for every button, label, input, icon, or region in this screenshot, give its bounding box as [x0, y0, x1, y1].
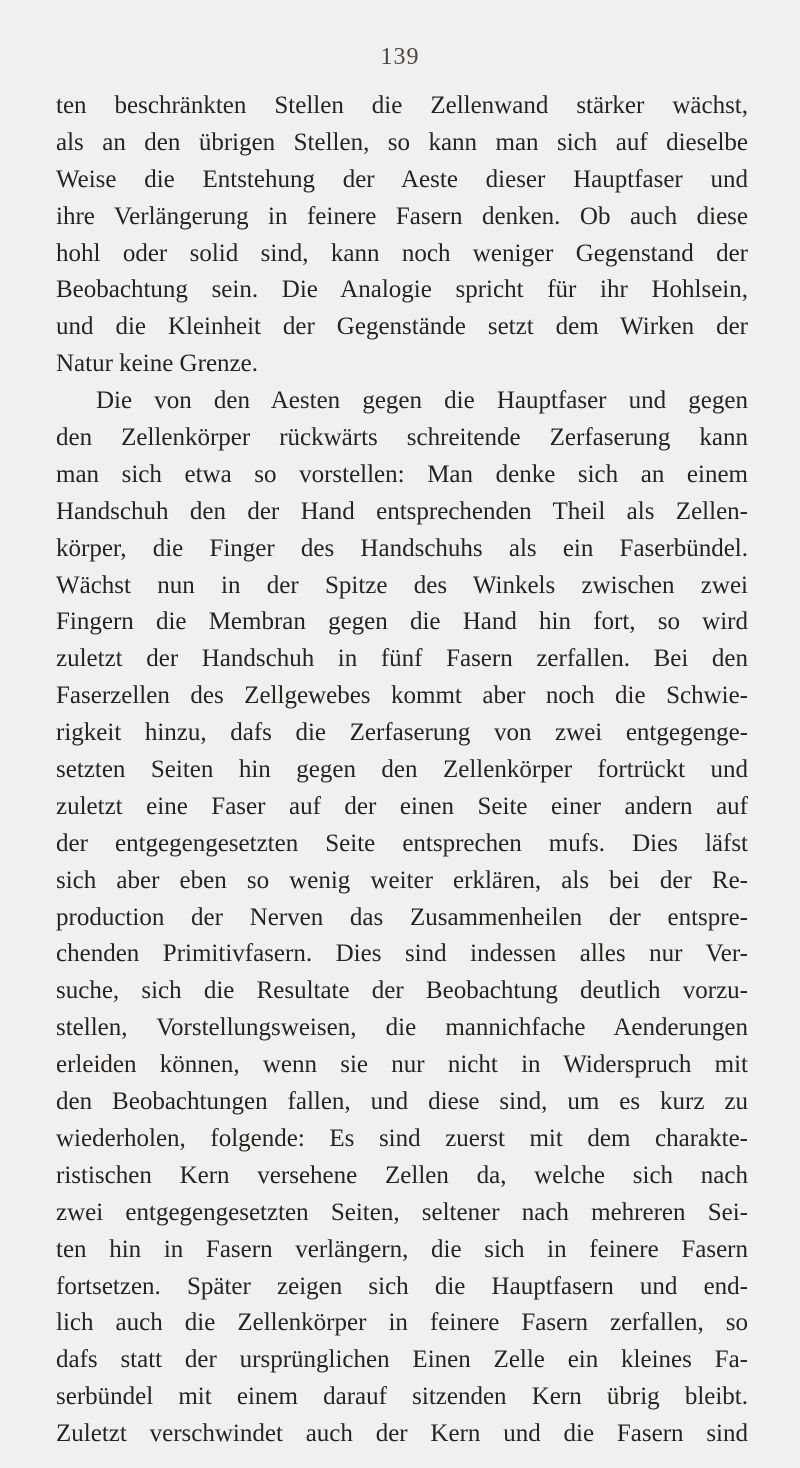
text-line: zwei entgegengesetzten Seiten, seltener nach mehreren Sei- [56, 1198, 748, 1226]
text-line: wiederholen, folgende: Es sind zuerst mit dem charakte- [56, 1124, 748, 1152]
text-line: und die Kleinheit der Gegenstände setzt dem Wirken der [56, 313, 748, 341]
text-line: ihre Verlängerung in feinere Fasern denken. Ob auch diese [56, 202, 748, 230]
text-line: dafs statt der ursprünglichen Einen Zelle ein kleines Fa- [56, 1346, 748, 1374]
text-line: erleiden können, wenn sie nur nicht in Widerspruch mit [56, 1051, 748, 1079]
text-line: fortsetzen. Später zeigen sich die Hauptfasern und end- [56, 1272, 748, 1300]
text-line: zuletzt eine Faser auf der einen Seite einer andern auf [56, 792, 748, 820]
text-line: ten hin in Fasern verlängern, die sich in feinere Fasern [56, 1235, 748, 1263]
text-line: Handschuh den der Hand entsprechenden Theil als Zellen- [56, 497, 748, 525]
text-line: ten beschränkten Stellen die Zellenwand stärker wächst, [56, 92, 748, 119]
text-line: hohl oder solid sind, kann noch weniger Gegenstand der [56, 239, 748, 267]
body-text [56, 88, 748, 1453]
text-line: zuletzt der Handschuh in fünf Fasern zerfallen. Bei den [56, 645, 748, 673]
text-line: man sich etwa so vorstellen: Man denke sich an einem [56, 460, 748, 488]
text-line: ristischen Kern versehene Zellen da, welche sich nach [56, 1161, 748, 1189]
text-line: sich aber eben so wenig weiter erklären, als bei der Re- [56, 866, 748, 894]
paragraph-start-line: Die von den Aesten gegen die Hauptfaser und gegen [96, 387, 748, 415]
text-line: Beobachtung sein. Die Analogie spricht für ihr Hohlsein, [56, 276, 748, 304]
paragraph-end-line: Natur keine Grenze. [56, 350, 258, 378]
text-line: Wächst nun in der Spitze des Winkels zwischen zwei [56, 571, 748, 599]
text-line: chenden Primitivfasern. Dies sind indessen alles nur Ver- [56, 940, 748, 968]
text-line: suche, sich die Resultate der Beobachtung deutlich vorzu- [56, 977, 748, 1005]
text-line: rigkeit hinzu, dafs die Zerfaserung von zwei entgegenge- [56, 719, 748, 747]
text-line: als an den übrigen Stellen, so kann man sich auf dieselbe [56, 128, 748, 156]
text-line: der entgegengesetzten Seite entsprechen mufs. Dies läfst [56, 829, 748, 857]
text-line: serbündel mit einem darauf sitzenden Kern übrig bleibt. [56, 1383, 748, 1411]
text-line: Faserzellen des Zellgewebes kommt aber noch die Schwie- [56, 682, 748, 710]
text-line: lich auch die Zellenkörper in feinere Fasern zerfallen, so [56, 1309, 748, 1337]
text-line: stellen, Vorstellungsweisen, die mannichfache Aenderungen [56, 1014, 748, 1042]
text-line: production der Nerven das Zusammenheilen der entspre- [56, 903, 748, 931]
page-number: 139 [380, 44, 420, 70]
text-line: Fingern die Membran gegen die Hand hin fort, so wird [56, 608, 748, 636]
text-line: den Zellenkörper rückwärts schreitende Zerfaserung kann [56, 424, 748, 452]
text-line: den Beobachtungen fallen, und diese sind, um es kurz zu [56, 1088, 748, 1116]
text-line: setzten Seiten hin gegen den Zellenkörper fortrückt und [56, 756, 748, 784]
text-line: Zuletzt verschwindet auch der Kern und die Fasern sind [56, 1420, 748, 1448]
text-line: Weise die Entstehung der Aeste dieser Hauptfaser und [56, 165, 748, 193]
text-line: körper, die Finger des Handschuhs als ein Faserbündel. [56, 534, 748, 562]
